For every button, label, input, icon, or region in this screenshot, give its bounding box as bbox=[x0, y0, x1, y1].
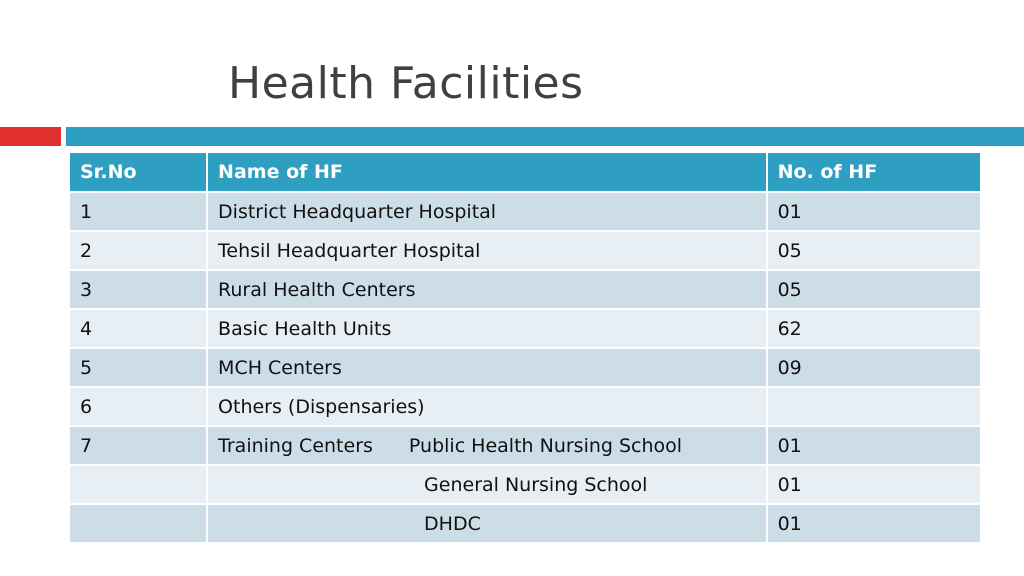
cell-name-training-sub bbox=[207, 465, 767, 504]
header-name-of-hf: Name of HF bbox=[207, 152, 767, 192]
cell-subname: General Nursing School bbox=[424, 473, 648, 496]
table-row bbox=[69, 270, 981, 309]
cell-name-training bbox=[207, 426, 767, 465]
cell-subname: Public Health Nursing School bbox=[408, 434, 683, 457]
cell-name-training-sub bbox=[207, 504, 767, 543]
cell-count bbox=[767, 387, 981, 426]
cell-count: 01 bbox=[767, 465, 981, 504]
cell-count: 09 bbox=[767, 348, 981, 387]
cell-sr: 6 bbox=[69, 387, 207, 426]
cell-count: 05 bbox=[767, 231, 981, 270]
cell-name: Training Centers bbox=[218, 434, 373, 457]
cell-count: 01 bbox=[767, 504, 981, 543]
table-row bbox=[69, 192, 981, 231]
cell-count: 01 bbox=[767, 192, 981, 231]
cell-name: Basic Health Units bbox=[207, 309, 767, 348]
table-row bbox=[69, 348, 981, 387]
cell-sr: 5 bbox=[69, 348, 207, 387]
table-row bbox=[69, 387, 981, 426]
cell-sr: 2 bbox=[69, 231, 207, 270]
cell-subname: DHDC bbox=[424, 512, 481, 535]
table-row bbox=[69, 309, 981, 348]
cell-name: MCH Centers bbox=[207, 348, 767, 387]
cell-count: 62 bbox=[767, 309, 981, 348]
cell-sr bbox=[69, 465, 207, 504]
cell-name: Tehsil Headquarter Hospital bbox=[207, 231, 767, 270]
cell-name: Rural Health Centers bbox=[207, 270, 767, 309]
health-facilities-table bbox=[68, 151, 982, 544]
cell-sr: 4 bbox=[69, 309, 207, 348]
cell-sr: 3 bbox=[69, 270, 207, 309]
cell-count: 01 bbox=[767, 426, 981, 465]
table-row bbox=[69, 504, 981, 543]
table-row bbox=[69, 465, 981, 504]
header-no-of-hf: No. of HF bbox=[767, 152, 981, 192]
cell-sr bbox=[69, 504, 207, 543]
cell-name: Others (Dispensaries) bbox=[207, 387, 767, 426]
header-sr-no: Sr.No bbox=[69, 152, 207, 192]
cell-count: 05 bbox=[767, 270, 981, 309]
accent-bar-teal bbox=[66, 127, 1024, 146]
slide-title: Health Facilities bbox=[228, 58, 584, 109]
accent-bar-red bbox=[0, 127, 61, 146]
cell-sr: 1 bbox=[69, 192, 207, 231]
cell-sr: 7 bbox=[69, 426, 207, 465]
cell-name: District Headquarter Hospital bbox=[207, 192, 767, 231]
table-row bbox=[69, 231, 981, 270]
table-header-row bbox=[69, 152, 981, 192]
table-row bbox=[69, 426, 981, 465]
